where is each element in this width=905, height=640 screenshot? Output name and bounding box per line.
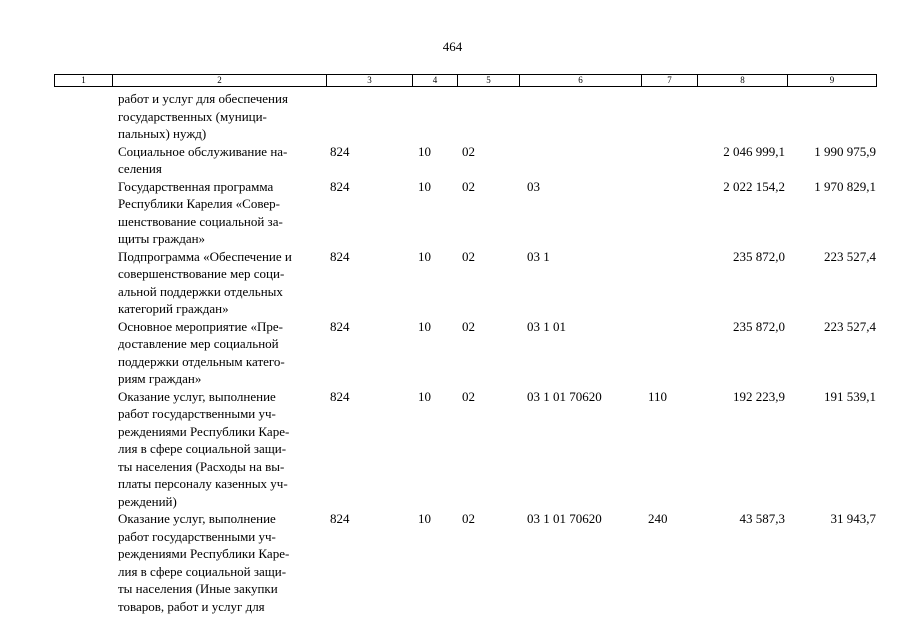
cell-c5: 02 xyxy=(462,143,475,159)
cell-c4: 10 xyxy=(418,318,431,334)
row-name xyxy=(118,143,328,178)
header-col-3: 3 xyxy=(326,75,412,86)
row-name-line: Подпрограмма «Обеспечение и xyxy=(118,248,292,264)
row-name xyxy=(118,388,328,511)
row-name-line: альной поддержки отдельных xyxy=(118,283,283,299)
row-name-line: риям граждан» xyxy=(118,371,202,386)
row-name-line: доставление мер социальной xyxy=(118,336,279,351)
row-name-line: Оказание услуг, выполнение xyxy=(118,388,276,404)
cell-c7: 110 xyxy=(648,388,668,404)
cell-c3: 824 xyxy=(330,511,350,526)
row-name-line: платы персоналу казенных уч- xyxy=(118,476,288,491)
row-name-line: пальных) нужд) xyxy=(118,126,207,141)
row-name-line: работ государственными уч- xyxy=(118,406,276,421)
header-col-4: 4 xyxy=(412,75,457,86)
row-name-line: ты населения (Расходы на вы- xyxy=(118,458,285,474)
row-name-line: ты населения (Иные закупки xyxy=(118,581,278,596)
row-name-line: реждений) xyxy=(118,493,177,509)
cell-c8: 235 872,0 xyxy=(733,248,785,264)
row-name-line: работ государственными уч- xyxy=(118,528,276,544)
row-name-line: работ и услуг для обеспечения xyxy=(118,91,288,106)
cell-c3: 824 xyxy=(330,248,350,264)
cell-c4: 10 xyxy=(418,178,431,194)
cell-c6: 03 1 01 70620 xyxy=(527,388,602,404)
header-col-9: 9 xyxy=(787,75,877,86)
table-row xyxy=(0,388,905,511)
row-name xyxy=(118,318,328,388)
page-number: 464 xyxy=(442,39,463,54)
cell-c9: 223 527,4 xyxy=(824,318,876,334)
cell-c5: 02 xyxy=(462,248,475,264)
row-name-line: реждениями Республики Каре- xyxy=(118,423,290,439)
cell-c3: 824 xyxy=(330,143,350,159)
table-row xyxy=(0,178,905,248)
row-name-line: Государственная программа xyxy=(118,178,274,194)
cell-c8: 2 022 154,2 xyxy=(723,178,785,194)
cell-c5: 02 xyxy=(462,388,475,404)
cell-c5: 02 xyxy=(462,178,475,194)
cell-c4: 10 xyxy=(418,511,431,526)
row-name-line: реждениями Республики Каре- xyxy=(118,546,290,561)
cell-c7: 240 xyxy=(648,511,668,526)
cell-c9: 1 990 975,9 xyxy=(814,143,876,159)
row-name xyxy=(118,510,328,615)
row-name-line: селения xyxy=(118,161,162,176)
row-name xyxy=(118,178,328,248)
cell-c8: 235 872,0 xyxy=(733,318,785,334)
row-name-line: совершенствование мер соци- xyxy=(118,266,285,281)
cell-c3: 824 xyxy=(330,178,350,194)
cell-c3: 824 xyxy=(330,318,350,334)
table-row xyxy=(0,510,905,615)
cell-c4: 10 xyxy=(418,143,431,159)
cell-c8: 192 223,9 xyxy=(733,388,785,404)
row-name xyxy=(118,90,328,143)
cell-c4: 10 xyxy=(418,388,431,404)
header-col-1: 1 xyxy=(54,75,112,86)
row-name-line: щиты граждан» xyxy=(118,231,206,246)
cell-c6: 03 1 xyxy=(527,248,550,264)
cell-c9: 1 970 829,1 xyxy=(814,178,876,194)
cell-c8: 43 587,3 xyxy=(739,511,785,526)
header-col-5: 5 xyxy=(457,75,519,86)
header-col-6: 6 xyxy=(519,75,641,86)
cell-c6: 03 xyxy=(527,178,540,194)
header-col-7: 7 xyxy=(641,75,697,86)
row-name-line: категорий граждан» xyxy=(118,301,229,316)
table-row xyxy=(0,318,905,388)
row-name-line: шенствование социальной за- xyxy=(118,213,283,229)
table-row xyxy=(0,143,905,178)
cell-c3: 824 xyxy=(330,388,350,404)
cell-c9: 31 943,7 xyxy=(830,511,876,526)
row-name-line: поддержки отдельным катего- xyxy=(118,353,285,369)
row-name-line: лия в сфере социальной защи- xyxy=(118,563,287,579)
cell-c6: 03 1 01 70620 xyxy=(527,511,602,526)
row-name-line: государственных (муници- xyxy=(118,108,267,124)
row-name-line: Оказание услуг, выполнение xyxy=(118,511,276,526)
table-row xyxy=(0,248,905,318)
table-body xyxy=(0,90,905,615)
row-name-line: Основное мероприятие «Пре- xyxy=(118,318,283,334)
header-col-8: 8 xyxy=(697,75,787,86)
row-name-line: лия в сфере социальной защи- xyxy=(118,441,287,456)
cell-c5: 02 xyxy=(462,511,475,526)
header-col-2: 2 xyxy=(112,75,326,86)
row-name-line: товаров, работ и услуг для xyxy=(118,598,265,614)
cell-c9: 191 539,1 xyxy=(824,388,876,404)
row-name xyxy=(118,248,328,318)
row-name-line: Социальное обслуживание на- xyxy=(118,143,288,159)
row-name-line: Республики Карелия «Совер- xyxy=(118,196,281,211)
cell-c9: 223 527,4 xyxy=(824,248,876,264)
cell-c6: 03 1 01 xyxy=(527,318,566,334)
table-header xyxy=(54,74,877,87)
cell-c5: 02 xyxy=(462,318,475,334)
table-row xyxy=(0,90,905,143)
cell-c8: 2 046 999,1 xyxy=(723,143,785,159)
cell-c4: 10 xyxy=(418,248,431,264)
